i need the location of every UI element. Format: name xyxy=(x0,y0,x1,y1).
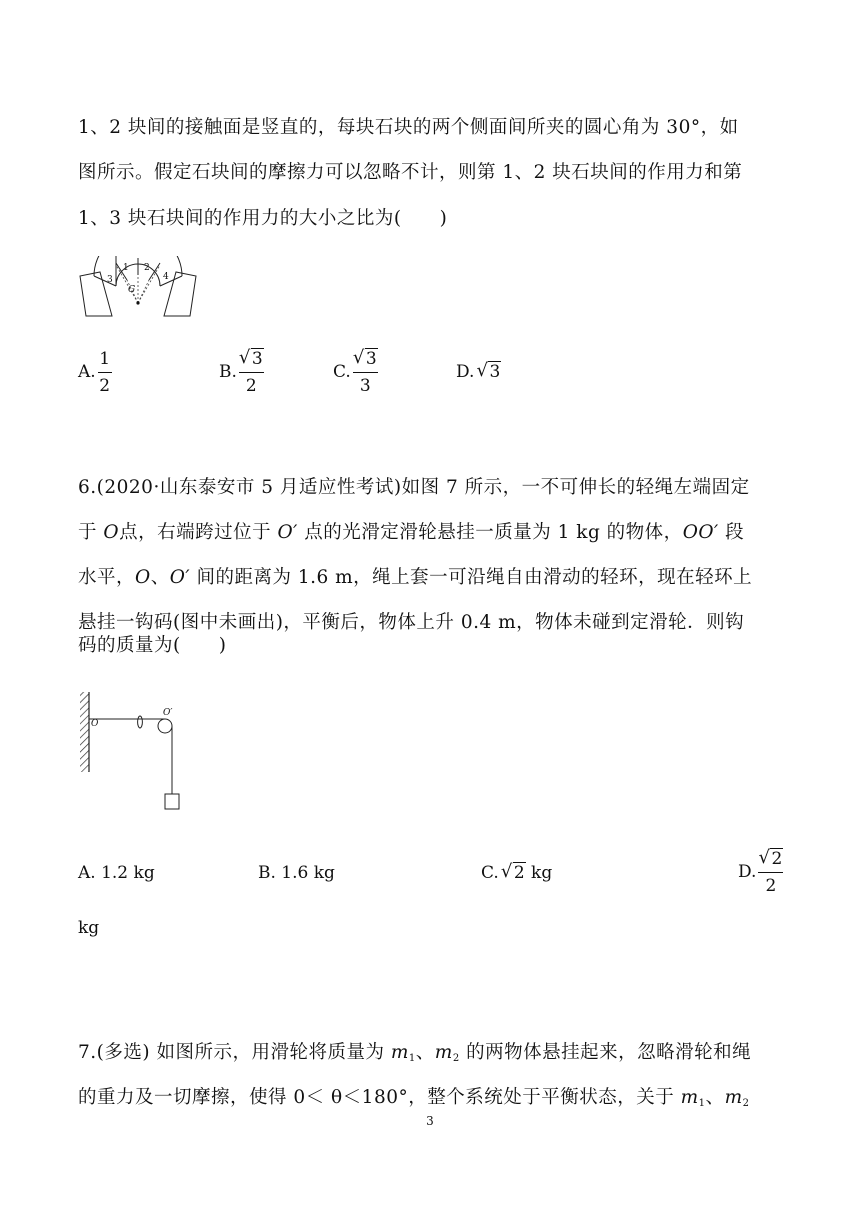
symbol-m: m xyxy=(390,1042,409,1063)
q6-option-b: B. 1.6 kg xyxy=(258,863,335,883)
text-run: 、 xyxy=(150,567,170,588)
option-label: A. xyxy=(78,362,96,383)
block-label-1: 1 xyxy=(123,263,129,273)
symbol-oo-prime: OO′ xyxy=(682,522,719,543)
right-support-block xyxy=(164,272,196,316)
q6-pulley-figure xyxy=(78,690,188,812)
block-label-4: 4 xyxy=(163,272,169,282)
q6-text-line-5: 码的质量为( ) xyxy=(78,635,227,656)
q5-option-b xyxy=(219,346,264,399)
symbol-o: O xyxy=(103,522,120,543)
q6-text-line-4: 悬挂一钩码(图中未画出)，平衡后，物体上升 0.4 m，物体未碰到定滑轮．则钩 xyxy=(78,612,745,633)
light-ring xyxy=(138,716,143,728)
text-run: 、 xyxy=(705,1087,725,1108)
q6-option-d xyxy=(738,846,783,899)
radicand: 3 xyxy=(365,349,377,369)
q6-option-c xyxy=(481,862,552,884)
text-run: 的两物体悬挂起来，忽略滑轮和绳 xyxy=(459,1042,752,1063)
q6-text-line-3 xyxy=(78,566,752,590)
option-label: D. xyxy=(738,862,757,883)
q5-option-a xyxy=(78,346,112,399)
symbol-o-prime: O′ xyxy=(277,522,298,543)
option-label: C. xyxy=(333,362,351,383)
denominator: 2 xyxy=(245,376,257,397)
q7-text-line-2 xyxy=(78,1086,749,1116)
denominator: 3 xyxy=(359,376,371,397)
radicand: 2 xyxy=(513,863,525,883)
pulley xyxy=(158,719,172,733)
q5-option-c xyxy=(333,346,378,399)
q6-option-a: A. 1.2 kg xyxy=(78,863,155,883)
q6-text-line-1: 6.(2020·山东泰安市 5 月适应性考试)如图 7 所示，一不可伸长的轻绳左端固定 xyxy=(78,477,750,498)
q6-text-line-2 xyxy=(78,521,744,545)
fraction xyxy=(758,846,783,899)
text-run: 、 xyxy=(415,1042,435,1063)
text-run: 点的光滑定滑轮悬挂一质量为 1 kg 的物体， xyxy=(297,522,683,543)
text-run: 水平， xyxy=(78,567,136,588)
text-run: 间的距离为 1.6 m，绳上套一可沿绳自由滑动的轻环，现在轻环上 xyxy=(190,567,753,588)
option-label: D. xyxy=(456,362,475,382)
symbol-o-prime: O′ xyxy=(169,567,191,588)
option-label: B. xyxy=(219,362,237,383)
q5-option-d xyxy=(456,361,501,383)
q5-text-line-1: 1、2 块间的接触面是竖直的，每块石块的两个侧面间所夹的圆心角为 30°，如 xyxy=(78,117,739,138)
text-run: 7.(多选) 如图所示，用滑轮将质量为 xyxy=(78,1042,391,1063)
q6-option-d-unit: kg xyxy=(78,918,100,938)
radicand: 2 xyxy=(771,849,783,869)
text-run: 于 xyxy=(78,522,104,543)
page-number: 3 xyxy=(426,1114,434,1128)
denominator: 2 xyxy=(99,376,111,397)
fraction xyxy=(98,346,112,399)
unit: kg xyxy=(531,863,553,883)
subscript: 2 xyxy=(742,1098,750,1109)
symbol-m: m xyxy=(434,1042,453,1063)
q5-text-line-2: 图所示。假定石块间的摩擦力可以忽略不计，则第 1、2 块石块间的作用力和第 xyxy=(78,162,743,183)
radicand: 3 xyxy=(251,349,263,369)
fraction xyxy=(353,346,378,399)
subscript: 1 xyxy=(698,1098,706,1109)
q7-text-line-1 xyxy=(78,1041,751,1071)
symbol-m: m xyxy=(724,1087,743,1108)
hanging-mass xyxy=(165,794,179,809)
block-label-3: 3 xyxy=(107,275,113,285)
subscript: 1 xyxy=(408,1053,416,1064)
denominator: 2 xyxy=(765,876,777,897)
center-label-g: G xyxy=(128,285,136,295)
block-label-2: 2 xyxy=(144,263,150,273)
radicand: 3 xyxy=(489,362,501,382)
fraction xyxy=(239,346,264,399)
q5-stone-arch-figure xyxy=(78,256,198,318)
symbol-m: m xyxy=(680,1087,699,1108)
subscript: 2 xyxy=(452,1053,460,1064)
wall-hatch xyxy=(80,692,89,772)
text-run: 点，右端跨过位于 xyxy=(119,522,278,543)
text-run: 段 xyxy=(718,522,745,543)
q5-text-line-3: 1、3 块石块间的作用力的大小之比为( ) xyxy=(78,208,448,229)
text-run: 的重力及一切摩擦，使得 0＜ θ＜180°，整个系统处于平衡状态，关于 xyxy=(78,1087,681,1108)
symbol-o: O xyxy=(135,567,151,588)
option-label: C. xyxy=(481,863,499,883)
numerator: 1 xyxy=(99,349,111,369)
point-label-o-prime: O′ xyxy=(163,708,173,718)
center-point xyxy=(136,301,139,304)
point-label-o: O xyxy=(91,719,99,729)
